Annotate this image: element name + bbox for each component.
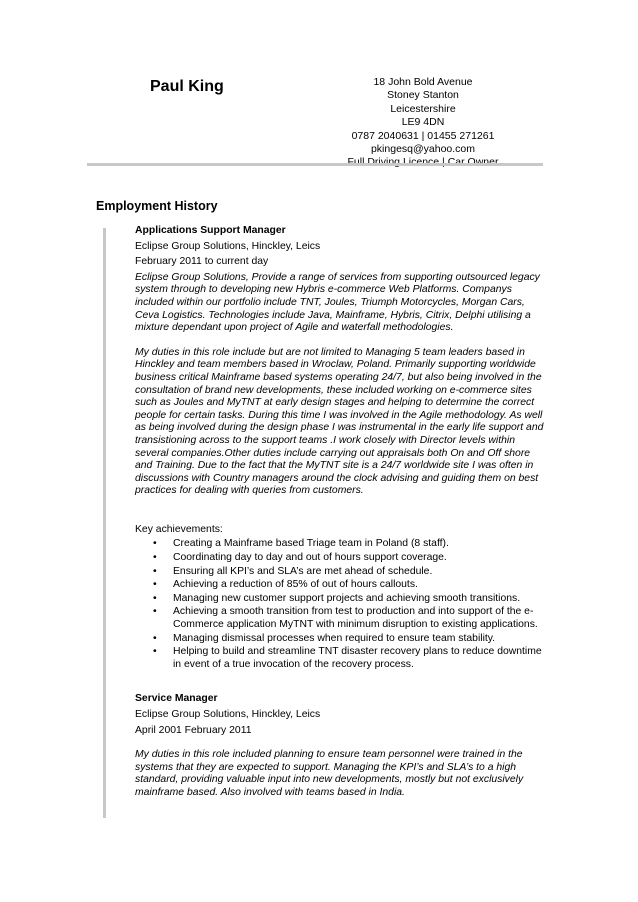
- section-title: Employment History: [96, 199, 218, 213]
- achievement-text: Managing dismissal processes when required to ensure team stability.: [173, 632, 496, 644]
- list-item: [153, 538, 545, 551]
- job1-title: Applications Support Manager: [135, 225, 286, 236]
- section-side-bar: [103, 228, 106, 818]
- achievement-text: Achieving a reduction of 85% of out of hours callouts.: [173, 579, 418, 591]
- achievement-text: Helping to build and streamline TNT disaster recovery plans to reduce downtime in event of a true invocation of the recovery process.: [173, 646, 542, 670]
- achievement-text: Ensuring all KPI’s and SLA’s are met ahead of schedule.: [173, 565, 433, 577]
- job2-company: Eclipse Group Solutions, Hinckley, Leics: [135, 709, 321, 720]
- list-item: [153, 632, 545, 646]
- achievement-text: Creating a Mainframe based Triage team in Poland (8 staff).: [173, 538, 449, 550]
- employment-content: [135, 225, 545, 800]
- achievement-text: Achieving a smooth transition from test to production and into support of the e-Commerce application MyTNT with minimum disruption to existing applications.: [173, 606, 538, 631]
- job2-duties: My duties in this role included planning to ensure team personnel were trained in the systems that they are expected to support. Managing the KPI’s and SLA’s to a high standard, providing valuable input into new developments, mostly but not exclusively mainframe based. Also involved with teams based in India.: [135, 749, 524, 798]
- header-divider: [87, 163, 543, 166]
- phone-numbers: 0787 2040631 | 01455 271261: [351, 129, 495, 142]
- bullet-icon: •: [153, 538, 157, 550]
- bullet-icon: •: [153, 552, 157, 564]
- bullet-icon: •: [153, 646, 157, 658]
- list-item: [153, 592, 545, 606]
- job1-duties: My duties in this role include but are not limited to Managing 5 team leaders based in Hinckley and team members based in Wroclaw, Poland. Primarily supporting worldwide business critical Mainframe based systems operating 24/7, but also being involved in the consultation of brand new developments, these included working on e-commerce sites such as Joules and MyTNT at early design stages and helping to determine the correct people for certain tasks. During this time I was involved in the Agile methodology. As well as being involved during the design phase I was instrumental in the early life support and transistioning across to the support teams .I work closely with Director levels within several companies.Other duties include carrying out appraisals both On and Off shore and Training. Due to the fact that the MyTNT site is a 24/7 worldwide site I was often in discussions with Country managers around the clock advising and guiding them on best practices for dealing with queries from customers.: [135, 346, 544, 497]
- address-line-2: Stoney Stanton: [387, 89, 459, 102]
- bullet-icon: •: [153, 579, 157, 591]
- job2-title: Service Manager: [135, 693, 218, 705]
- bullet-icon: •: [153, 632, 157, 644]
- achievement-text: Coordinating day to day and out of hours support coverage.: [173, 552, 447, 564]
- list-item: [153, 606, 545, 631]
- job1-description: Eclipse Group Solutions, Provide a range of services from supporting outsourced legacy system through to developing new Hybris e-commerce Web Platforms. Companys included within our portfolio include TNT, Joules, Triumph Motorcycles, Morgan Cars, Ceva Logistics. Technologies include Java, Mainframe, Hybris, Citrix, Delphi utilising a mixture dependant upon project of Agile and waterfall methodologies.: [135, 271, 540, 334]
- postcode: LE9 4DN: [401, 116, 445, 129]
- job1-dates: February 2011 to current day: [135, 256, 269, 268]
- address-line-1: 18 John Bold Avenue: [373, 76, 473, 88]
- achievements-list: [135, 538, 545, 671]
- address-line-3: Leicestershire: [390, 102, 456, 115]
- bullet-icon: •: [153, 565, 157, 577]
- list-item: [153, 579, 545, 592]
- achievement-text: Managing new customer support projects and achieving smooth transitions.: [173, 592, 521, 604]
- list-item: [153, 565, 545, 579]
- bullet-icon: •: [153, 592, 157, 604]
- list-item: [153, 552, 545, 565]
- email-address: pkingesq@yahoo.com: [370, 143, 476, 156]
- job1-company: Eclipse Group Solutions, Hinckley, Leics: [135, 240, 321, 252]
- achievements-label: Key achievements:: [135, 523, 223, 535]
- bullet-icon: •: [153, 606, 157, 618]
- candidate-name: Paul King: [150, 78, 224, 95]
- contact-block: [338, 76, 508, 170]
- job2-dates: April 2001 February 2011: [135, 724, 252, 736]
- list-item: [153, 646, 545, 671]
